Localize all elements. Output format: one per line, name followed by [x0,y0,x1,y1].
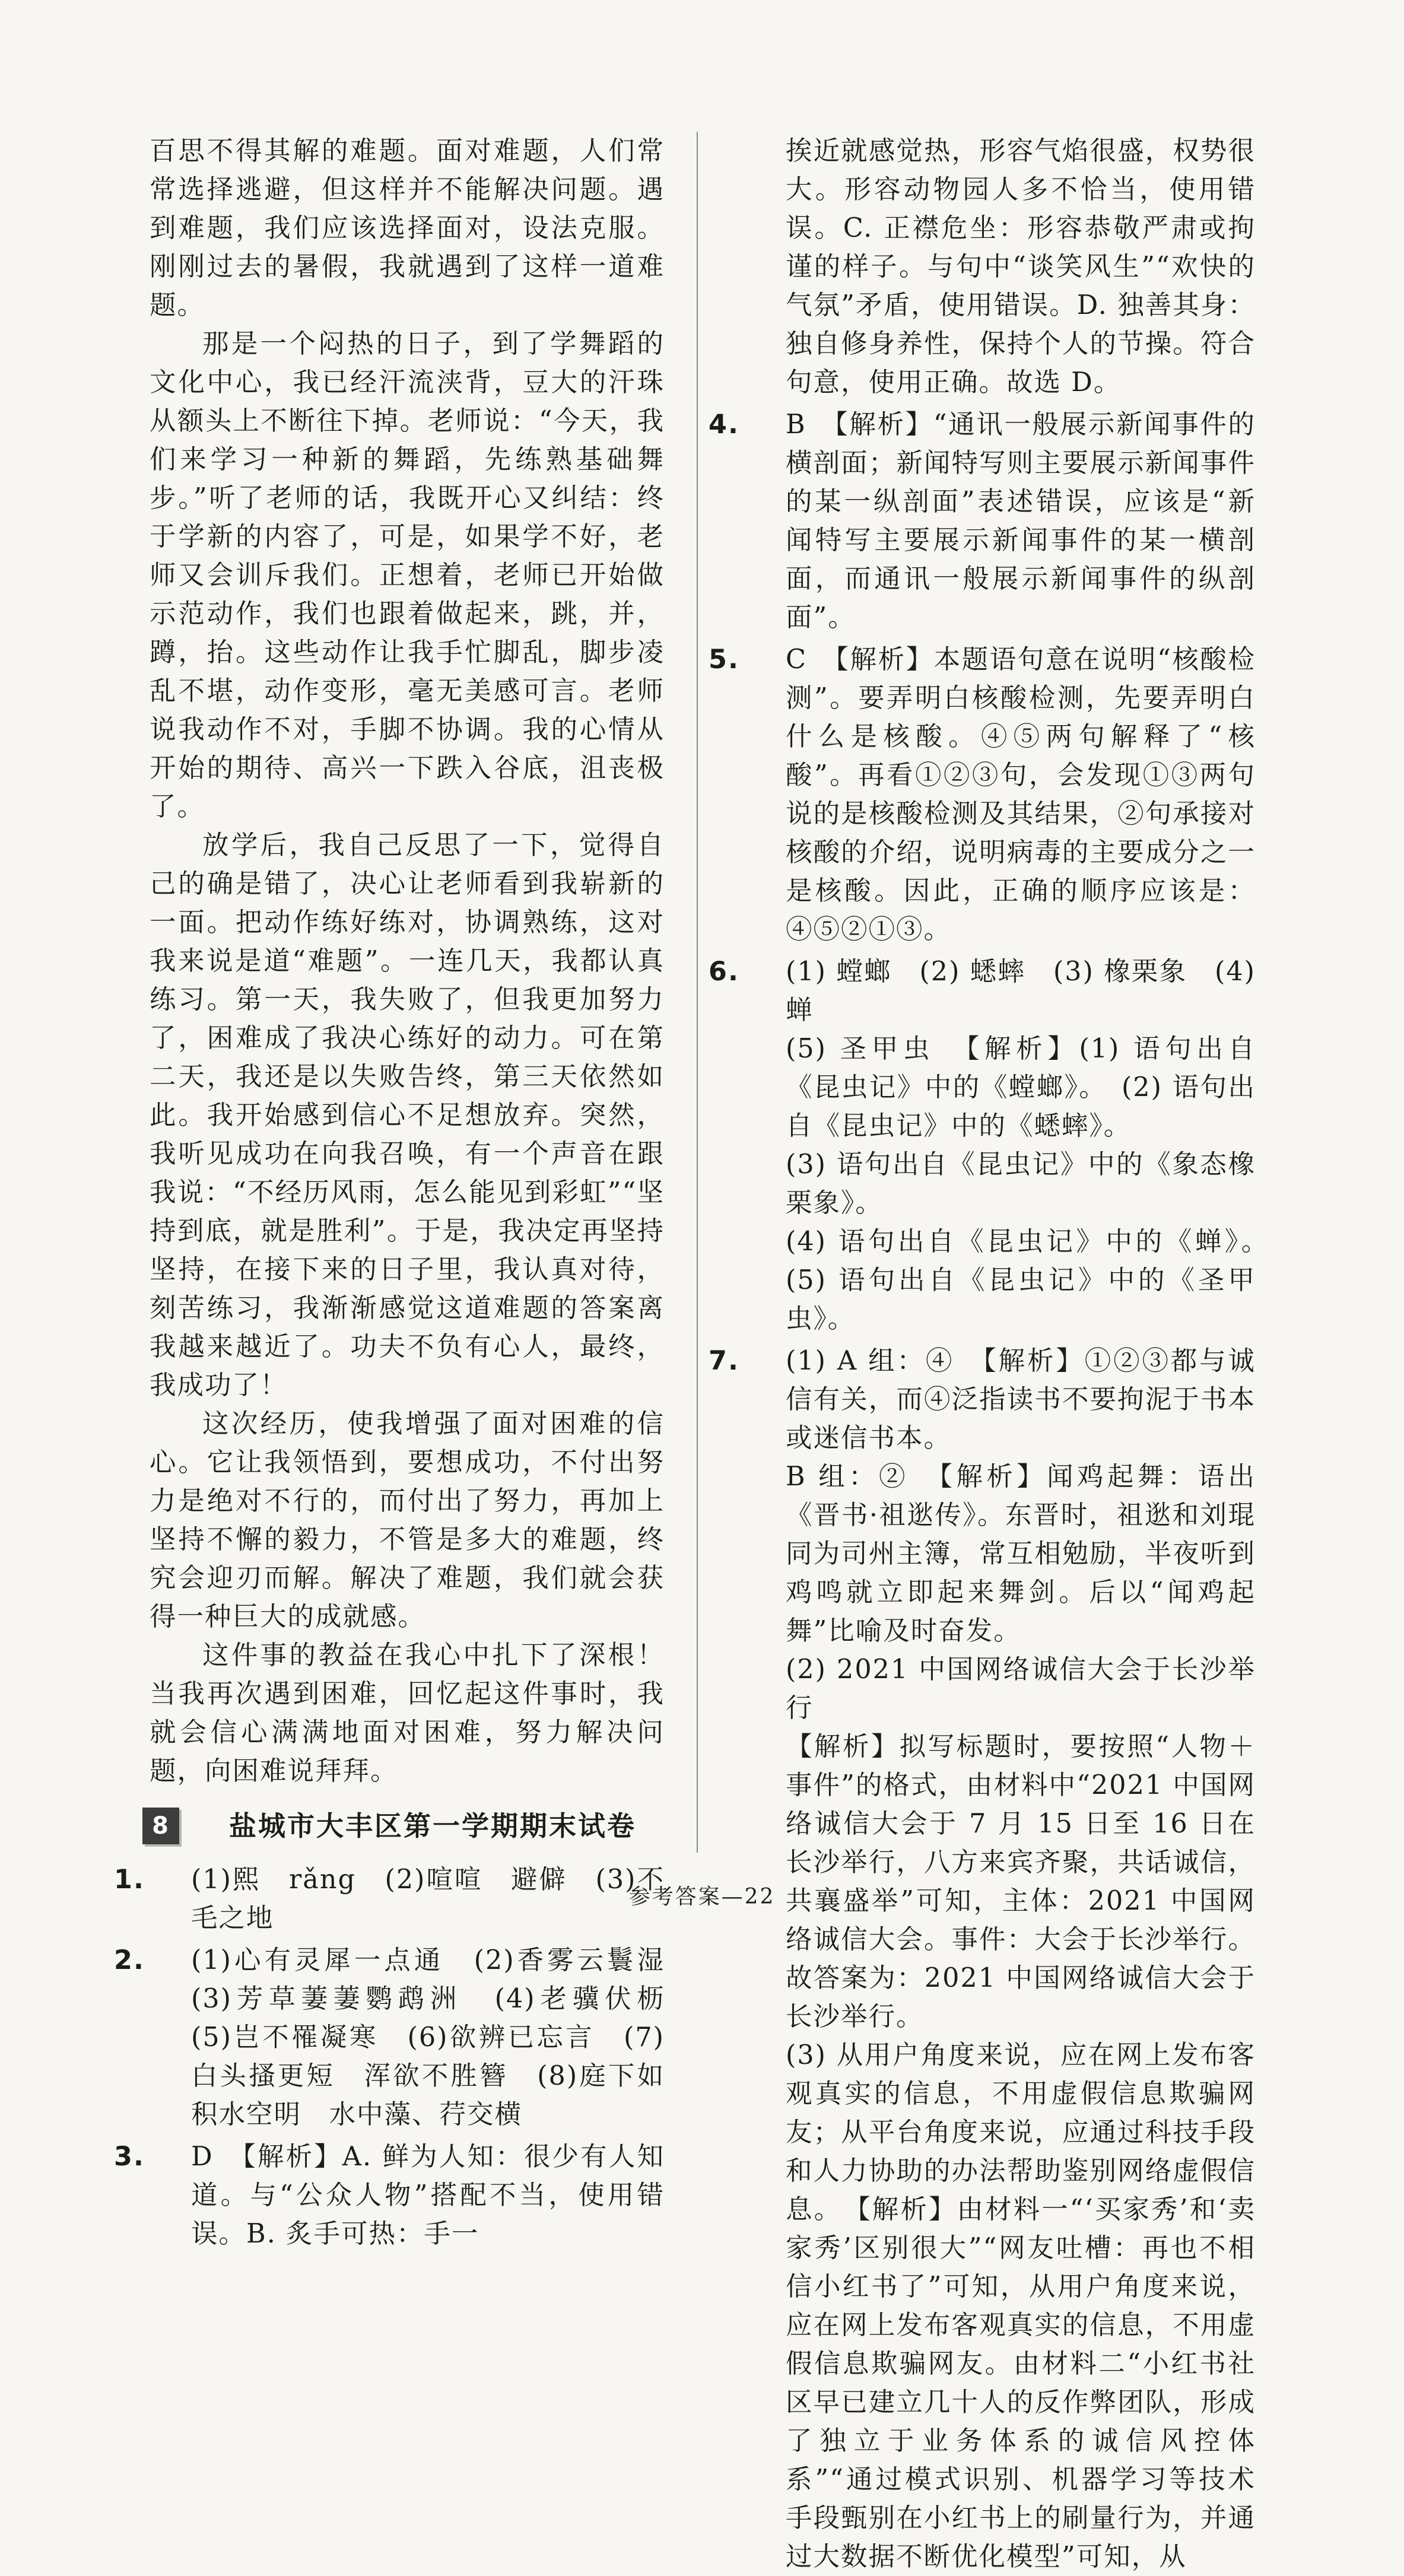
item-text: (4) 语句出自《昆虫记》中的《蝉》。 (5) 语句出自《昆虫记》中的《圣甲虫》。 [786,1227,1284,1334]
item-text: (1)熙 rǎng (2)喧喧 避僻 (3)不毛之地 [191,1864,665,1933]
item-text: (5) 圣甲虫 【解析】(1) 语句出自《昆虫记》中的《螳螂》。 (2) 语句出自《昆虫记》中的《蟋蟀》。 [786,1034,1256,1141]
item-number: 1. [114,1864,145,1895]
item-number: 6. [709,957,739,987]
answer-item [709,952,1284,1338]
item-text: (3) 从用户角度来说，应在网上发布客观真实的信息，不用虚假信息欺骗网友；从平台角度来说，应通过科技手段和人力协助的办法帮助鉴别网络虚假信息。 【解析】由材料一“‘买家秀’和‘卖家秀’区别很大”“网友吐槽：再也不相信小红书了”可知，从用户角度来说，应在网上发布客观真实的信息，不用虚假信息欺骗网友。由材料二“小红书社区早已建立几十人的反作弊团队，形成了独立于业务体系的诚信风控体系”“通过模式识别、机器学习等技术手段甄别在小红书上的刷量行为，并通过大数据不断优化模型”可知，从 [786,2040,1256,2572]
answer-item [709,1342,1256,2576]
item-text: (1) A 组：④ 【解析】①②③都与诚信有关，而④泛指读书不要拘泥于书本或迷信书本。 [786,1346,1256,1453]
item-number: 4. [709,409,739,440]
item-continuation: 挨近就感觉热，形容气焰很盛，权势很大。形容动物园人多不恰当，使用错误。C. 正襟危坐：形容恭敬严肃或拘谨的样子。与句中“谈笑风生”“欢快的气氛”矛盾，使用错误。D. 独善其身：独自修身养性，保持个人的节操。符合句意，使用正确。故选 D。 [786,136,1256,398]
item-text: C 【解析】本题语句意在说明“核酸检测”。要弄明白核酸检测，先要弄明白什么是核酸。④⑤两句解释了“核酸”。再看①②③句，会发现①③两句说的是核酸检测及其结果，②句承接对核酸的介绍，说明病毒的主要成分之一是核酸。因此，正确的顺序应该是：④⑤②①③。 [786,644,1256,945]
section-title: 盐城市大丰区第一学期期末试卷 [229,1809,636,1842]
answer-item [709,640,1256,949]
essay [150,132,665,1790]
column-divider [697,132,698,1853]
answer-item [114,2137,665,2253]
essay-paragraph: 那是一个闷热的日子，到了学舞蹈的文化中心，我已经汗流浃背，豆大的汗珠从额头上不断往下掉。老师说：“今天，我们来学习一种新的舞蹈，先练熟基础舞步。”听了老师的话，我既开心又纠结：终于学新的内容了，可是，如果学不好，老师又会训斥我们。正想着，老师已开始做示范动作，我们也跟着做起来，跳，并，蹲，抬。这些动作让我手忙脚乱，脚步凌乱不堪，动作变形，毫无美感可言。老师说我动作不对，手脚不协调。我的心情从开始的期待、高兴一下跌入谷底，沮丧极了。 [150,329,665,822]
essay-paragraph: 这件事的教益在我心中扎下了深根！当我再次遇到困难，回忆起这件事时，我就会信心满满地面对困难，努力解决问题，向困难说拜拜。 [150,1640,665,1786]
answer-item [709,405,1256,637]
right-column [709,132,1284,2576]
essay-paragraph: 放学后，我自己反思了一下，觉得自己的确是错了，决心让老师看到我崭新的一面。把动作练好练对，协调熟练，这对我来说是道“难题”。一连几天，我都认真练习。第一天，我失败了，但我更加努力了，困难成了我决心练好的动力。可在第二天，我还是以失败告终，第三天依然如此。我开始感到信心不足想放弃。突然，我听见成功在向我召唤，有一个声音在跟我说：“不经历风雨，怎么能见到彩虹”“坚持到底，就是胜利”。于是，我决定再坚持坚持，在接下来的日子里，我认真对待，刻苦练习，我渐渐感觉这道难题的答案离我越来越近了。功夫不负有心人，最终，我成功了！ [150,830,665,1400]
item-text: 【解析】拟写标题时，要按照“人物＋事件”的格式，由材料中“2021 中国网络诚信大会于 7 月 15 日至 16 日在长沙举行，八方来宾齐聚，共话诚信，共襄盛举”可知，主体：2021 中国网络诚信大会。事件：大会于长沙举行。故答案为：2021 中国网络诚信大会于长沙举行。 [786,1732,1256,2032]
item-number: 3. [114,2142,145,2172]
page-footer: 参考答案—22 [628,1885,776,1909]
item-text: (1) 螳螂 (2) 蟋蟀 (3) 橡栗象 (4) 蝉 [786,957,1256,1025]
section-number-badge: 8 [142,1808,179,1844]
item-number: 5. [709,644,739,675]
section-header [142,1797,665,1854]
item-text: D 【解析】A. 鲜为人知：很少有人知道。与“公众人物”搭配不当，使用错误。B. 炙手可热：手一 [191,2142,665,2249]
left-column [114,132,693,2253]
item-text: (2) 2021 中国网络诚信大会于长沙举行 [786,1654,1256,1723]
item-number: 2. [114,1945,145,1975]
answer-item [114,1941,693,2134]
item-text: B 【解析】“通讯一般展示新闻事件的横剖面；新闻特写则主要展示新闻事件的某一纵剖面”表述错误，应该是“新闻特写主要展示新闻事件的某一横剖面，而通讯一般展示新闻事件的纵剖面”。 [786,409,1256,633]
item-text: (1)心有灵犀一点通 (2)香雾云鬟湿 (3)芳草萋萋鹦鹉洲 (4)老骥伏枥 (5)岂不罹凝寒 (6)欲辨已忘言 (7)白头搔更短 浑欲不胜簪 (8)庭下如积水空明 水中藻、荇交横 [191,1945,693,2130]
item-text: B 组：② 【解析】闻鸡起舞：语出《晋书·祖逖传》。东晋时，祖逖和刘琨同为司州主簿，常互相勉励，半夜听到鸡鸣就立即起来舞剑。后以“闻鸡起舞”比喻及时奋发。 [786,1462,1256,1646]
essay-paragraph: 百思不得其解的难题。面对难题，人们常常选择逃避，但这样并不能解决问题。遇到难题，我们应该选择面对，设法克服。刚刚过去的暑假，我就遇到了这样一道难题。 [150,136,665,320]
item-text: (3) 语句出自《昆虫记》中的《象态橡栗象》。 [786,1149,1256,1218]
essay-paragraph: 这次经历，使我增强了面对困难的信心。它让我领悟到，要想成功，不付出努力是绝对不行的，而付出了努力，再加上坚持不懈的毅力，不管是多大的难题，终究会迎刃而解。解决了难题，我们就会获得一种巨大的成就感。 [150,1409,665,1632]
item-number: 7. [709,1346,739,1376]
